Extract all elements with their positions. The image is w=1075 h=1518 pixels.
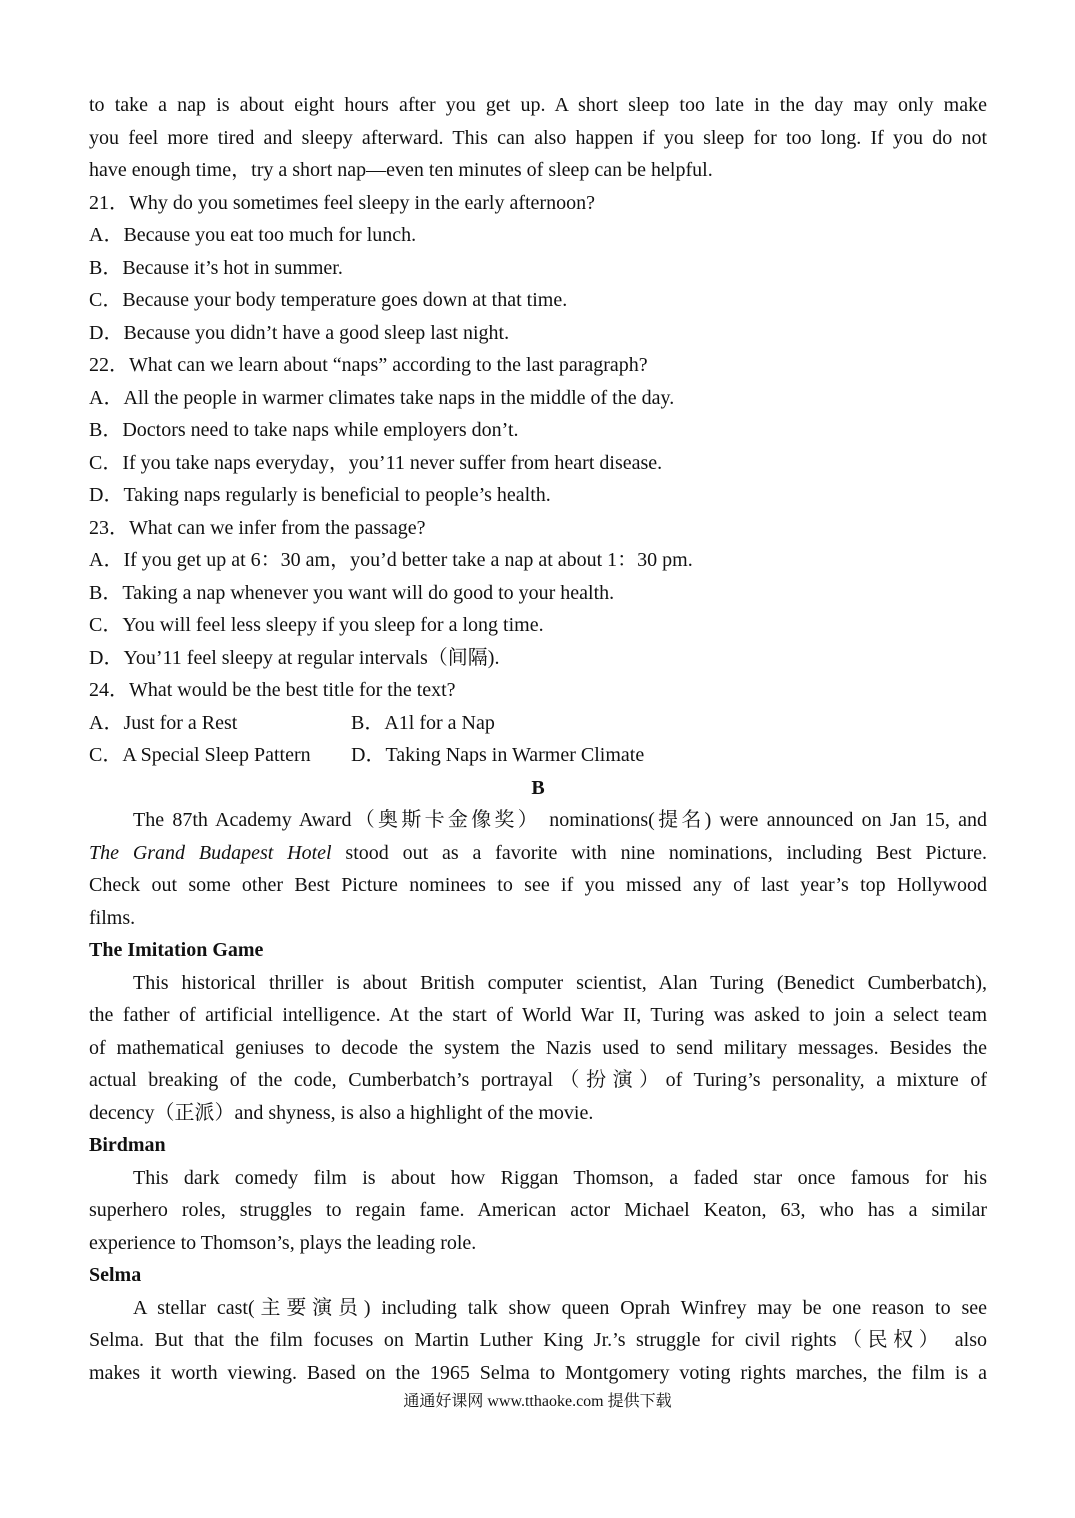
film-paragraph-line: the father of artificial intelligence. At the start of World War II, Turing was asked to join a select team xyxy=(89,1004,987,1026)
film-paragraph-line: of mathematical geniuses to decode the system the Nazis used to send military messages. Besides the xyxy=(89,1036,987,1059)
question-22-option-a: A．All the people in warmer climates take naps in the middle of the day. xyxy=(89,386,675,409)
question-22-option-d: D．Taking naps regularly is beneficial to people’s health. xyxy=(89,484,551,506)
intro-line-rest: stood out as a favorite with nine nominations, including Best Picture. xyxy=(331,841,987,864)
film-paragraph-line: experience to Thomson’s, plays the leading role. xyxy=(89,1231,477,1254)
film-heading: The Imitation Game xyxy=(89,939,264,961)
film-paragraph-line: makes it worth viewing. Based on the 1965 Selma to Montgomery voting rights marches, the film is a xyxy=(89,1361,987,1384)
section-heading: B xyxy=(531,776,545,799)
question-23-option-a: A．If you get up at 6：30 am，you’d better take a nap at about 1：30 pm. xyxy=(89,549,693,571)
film-heading: Birdman xyxy=(89,1134,166,1156)
question-21-option-c: C．Because your body temperature goes down at that time. xyxy=(89,289,568,311)
question-23-option-b: B．Taking a nap whenever you want will do good to your health. xyxy=(89,581,615,604)
film-heading: Selma xyxy=(89,1264,142,1286)
question-24-option-c: C．A Special Sleep Pattern xyxy=(89,744,311,766)
question-24-options-row-2 xyxy=(89,739,987,772)
film-paragraph-line: superhero roles, struggles to regain fame. American actor Michael Keaton, 63, who has a similar xyxy=(89,1199,987,1221)
page-content xyxy=(89,89,987,1389)
paragraph-line: to take a nap is about eight hours after you get up. A short sleep too late in the day may only make xyxy=(89,94,987,116)
question-24-options-row-1 xyxy=(89,707,987,740)
intro-line: films. xyxy=(89,906,136,929)
film-paragraph-line: This dark comedy film is about how Riggan Thomson, a faded star once famous for his xyxy=(133,1166,987,1189)
question-23-stem: 23．What can we infer from the passage? xyxy=(89,516,426,539)
question-24-option-b: B．A1l for a Nap xyxy=(351,711,495,734)
film-paragraph-line: decency（正派）and shyness, is also a highlight of the movie. xyxy=(89,1101,594,1124)
question-23-option-d: D．You’11 feel sleepy at regular intervals（间隔). xyxy=(89,646,500,669)
question-24-stem: 24．What would be the best title for the text? xyxy=(89,679,456,701)
question-21-option-b: B．Because it’s hot in summer. xyxy=(89,256,343,279)
question-21-stem: 21．Why do you sometimes feel sleepy in the early afternoon? xyxy=(89,191,595,214)
film-paragraph-line: A stellar cast(主要演员) including talk show queen Oprah Winfrey may be one reason to see xyxy=(133,1296,987,1319)
film-paragraph-line: actual breaking of the code, Cumberbatch’s portrayal（扮演）of Turing’s personality, a mixture of xyxy=(89,1069,987,1091)
question-21-option-d: D．Because you didn’t have a good sleep last night. xyxy=(89,321,510,344)
paragraph-line: have enough time，try a short nap—even ten minutes of sleep can be helpful. xyxy=(89,159,713,181)
question-22-option-c: C．If you take naps everyday，you’11 never suffer from heart disease. xyxy=(89,451,663,474)
page-footer: 通通好课网 www.tthaoke.com 提供下载 xyxy=(403,1393,672,1410)
question-22-stem: 22．What can we learn about “naps” according to the last paragraph? xyxy=(89,354,648,376)
intro-line xyxy=(89,837,987,870)
question-24-option-d: D．Taking Naps in Warmer Climate xyxy=(351,744,645,766)
film-paragraph-line: Selma. But that the film focuses on Martin Luther King Jr.’s struggle for civil rights（民权） also xyxy=(89,1329,987,1351)
intro-line: Check out some other Best Picture nominees to see if you missed any of last year’s top Hollywood xyxy=(89,874,987,896)
film-paragraph-line: This historical thriller is about British computer scientist, Alan Turing (Benedict Cumberbatch), xyxy=(133,971,987,994)
question-24-option-a: A．Just for a Rest xyxy=(89,711,238,734)
paragraph-line: you feel more tired and sleepy afterward. This can also happen if you sleep for too long. If you do not xyxy=(89,126,987,149)
intro-line: The 87th Academy Award（奥斯卡金像奖） nominations(提名) were announced on Jan 15, and xyxy=(133,809,987,831)
film-title-italic: The Grand Budapest Hotel xyxy=(89,841,332,864)
question-21-option-a: A．Because you eat too much for lunch. xyxy=(89,224,417,246)
question-22-option-b: B．Doctors need to take naps while employers don’t. xyxy=(89,419,519,441)
question-23-option-c: C．You will feel less sleepy if you sleep for a long time. xyxy=(89,614,544,636)
